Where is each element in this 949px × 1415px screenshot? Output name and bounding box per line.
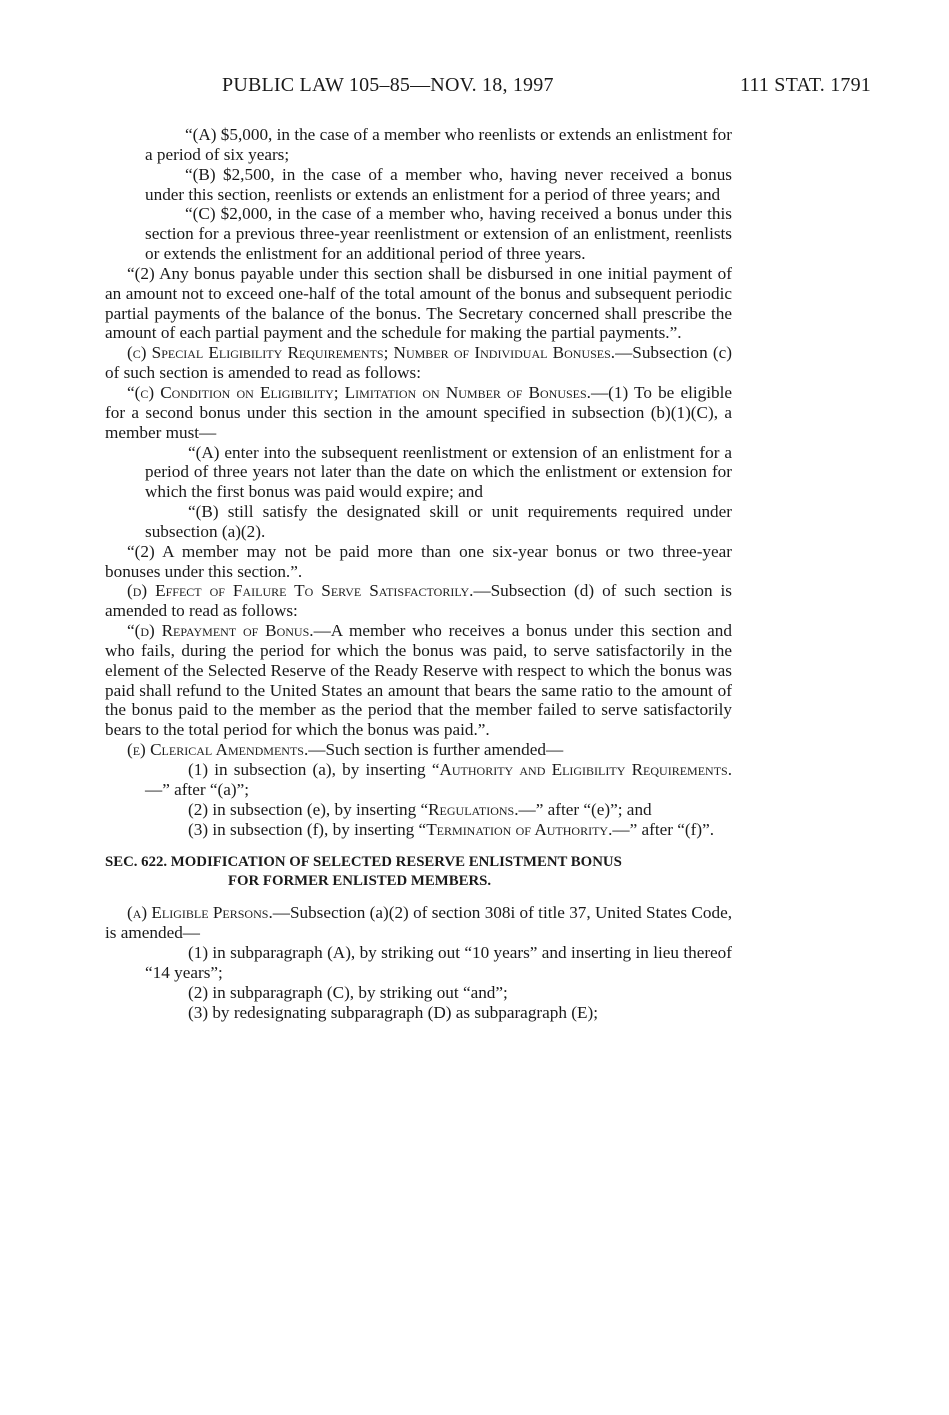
clerical-amendment-3-pre: (3) in subsection (f), by inserting “ <box>188 819 427 839</box>
subsection-e <box>105 740 732 760</box>
amended-subsection-d-heading: “(d) Repayment of Bonus. <box>127 621 314 641</box>
section-heading-line-1: SEC. 622. MODIFICATION OF SELECTED RESERVE ENLISTMENT BONUS <box>105 854 622 871</box>
subsection-e-text: —Such section is further amended— <box>308 740 564 760</box>
clerical-amendment-3-post: —” after “(f)”. <box>612 819 714 839</box>
amended-subsection-c <box>105 383 732 443</box>
clerical-amendment-1-post: —” after “(a)”; <box>145 779 249 799</box>
clerical-amendment-3 <box>145 820 732 840</box>
sec622-subsection-a-text: —Subsection (a)(2) of section 308i of title 37, United States Code, is amended— <box>105 903 732 943</box>
amended-c-paragraph-2: “(2) A member may not be paid more than one six-year bonus or two three-year bonuses under this section.”. <box>105 541 732 581</box>
paragraph-c: “(C) $2,000, in the case of a member who, having received a bonus under this section for a previous three-year reenlistment or extension of an enlistment, reenlists or extends the enlistment for an additional period of three years. <box>145 204 732 264</box>
sec622-item-3: (3) by redesignating subparagraph (D) as subparagraph (E); <box>188 1002 598 1022</box>
sec622-subsection-a <box>105 903 732 943</box>
subsection-c <box>105 343 732 383</box>
law-title: PUBLIC LAW 105–85—NOV. 18, 1997 <box>222 74 554 96</box>
subsection-d <box>105 581 732 621</box>
amended-subsection-c-heading: “(c) Condition on Eligibility; Limitation on Number of Bonuses. <box>127 382 591 402</box>
document-body <box>105 125 732 1022</box>
subsection-c-text: —Subsection (c) of such section is amended to read as follows: <box>105 343 732 383</box>
subsection-e-heading: (e) Clerical Amendments. <box>127 740 309 760</box>
section-heading <box>105 853 732 891</box>
clerical-amendment-2 <box>145 800 732 820</box>
clerical-amendment-2-heading: Regulations. <box>428 799 519 819</box>
paragraph-2: “(2) Any bonus payable under this section shall be disbursed in one initial payment of an amount not to exceed one-half of the total amount of the bonus and subsequent periodic partial payments of the balance of the bonus. The Secretary concerned shall prescribe the amount of each partial payment and the schedule for making the partial payments.”. <box>105 263 732 343</box>
statute-page-number: 111 STAT. 1791 <box>739 74 871 96</box>
sec622-subsection-a-heading: (a) Eligible Persons. <box>127 903 273 923</box>
sec622-item-2: (2) in subparagraph (C), by striking out “and”; <box>188 982 508 1002</box>
paragraph-b: “(B) $2,500, in the case of a member who, having never received a bonus under this section, reenlists or extends an enlistment for a period of three years; and <box>145 164 732 204</box>
subsection-c-heading: (c) Special Eligibility Requirements; Number of Individual Bonuses. <box>127 343 616 363</box>
amended-subsection-c-text: —(1) To be eligible for a second bonus under this section in the amount specified in subsection (b)(1)(C), a member must— <box>105 382 732 442</box>
clerical-amendment-3-heading: Termination of Authority. <box>426 819 613 839</box>
clerical-amendment-1-pre: (1) in subsection (a), by inserting “ <box>188 760 440 779</box>
subsection-d-text: —Subsection (d) of such section is amended to read as follows: <box>105 581 732 621</box>
amended-subsection-d <box>105 621 732 740</box>
page-header <box>0 74 949 104</box>
subsection-d-heading: (d) Effect of Failure To Serve Satisfactorily. <box>127 581 474 601</box>
amended-c-paragraph-a: “(A) enter into the subsequent reenlistment or extension of an enlistment for a period of three years not later than the date on which the enlistment or extension for which the first bonus was paid would expire; and <box>145 442 732 502</box>
clerical-amendment-2-post: —” after “(e)”; and <box>518 799 652 819</box>
sec622-item-1: (1) in subparagraph (A), by striking out “10 years” and inserting in lieu thereof “14 years”; <box>145 943 732 982</box>
clerical-amendment-2-pre: (2) in subsection (e), by inserting “ <box>188 799 429 819</box>
amended-c-paragraph-b: “(B) still satisfy the designated skill or unit requirements required under subsection (a)(2). <box>145 502 732 541</box>
amended-subsection-d-text: —A member who receives a bonus under this section and who fails, during the period for which the bonus was paid, to serve satisfactorily in the element of the Selected Reserve of the Ready Reserve with respect to which the bonus was paid shall refund to the United States an amount that bears the same ratio to the amount of the bonus paid to the member as the period that the member failed to serve satisfactorily bears to the total period for which the bonus was paid.”. <box>105 621 732 740</box>
paragraph-a: “(A) $5,000, in the case of a member who reenlists or extends an enlistment for a period of six years; <box>145 125 732 164</box>
clerical-amendment-1-heading: Authority and Eligibility Requirements. <box>439 760 732 779</box>
clerical-amendment-1 <box>145 760 732 800</box>
section-heading-line-2: FOR FORMER ENLISTED MEMBERS. <box>228 873 492 890</box>
